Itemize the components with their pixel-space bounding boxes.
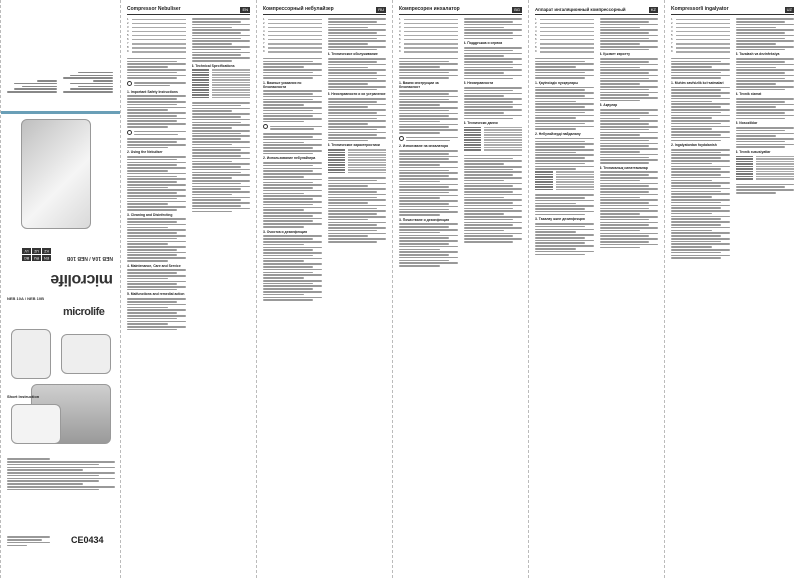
section-heading: 3. Tozalash va dezinfeksiya bbox=[735, 52, 780, 57]
ce-mark: CE0434 bbox=[71, 535, 104, 545]
section-heading: 5. Ақаулар bbox=[599, 103, 618, 108]
section-heading: 6. Technical Specifications bbox=[191, 63, 235, 68]
logo-front bbox=[63, 306, 105, 318]
lang-tag: KZ bbox=[650, 7, 656, 12]
lang-tag: RU bbox=[378, 7, 384, 12]
section-heading: 5. Неизправности bbox=[463, 81, 494, 86]
section-heading: 4. Техническое обслуживание bbox=[327, 52, 378, 57]
column-bg: Компресорен инхалатор BG 1 2 3 4 5 6 7 8 9 1. Важни инструкции за безопасност 2. Използване на инхалатора 3. Почистване и дезинфекция 4. Поддръжка и сервиз 5. Неизправности 6. Технически данни bbox=[392, 0, 528, 578]
column-ru: Компрессорный небулайзер RU 1 2 3 4 5 6 7 8 9 1. Важные указания по безопасности 2. Использование небулайзера 3. Очистка и дезинфекция 4. Техническое обслуживание 5. Неисправности и их устранение 6. Технические характеристики bbox=[256, 0, 392, 578]
nebuliser-photo bbox=[21, 119, 91, 229]
cover-column bbox=[0, 0, 120, 578]
section-heading: 5. Неисправности и их устранение bbox=[327, 92, 386, 97]
mask-drawing bbox=[61, 334, 111, 374]
section-heading: 1. Important Safety Instructions bbox=[127, 89, 178, 94]
section-heading: 1. Қауіпсіздік нұсқаулары bbox=[535, 80, 579, 85]
lang-tag: UZ bbox=[786, 7, 792, 12]
section-heading: 6. Технически данни bbox=[463, 121, 498, 126]
model-label-front: NEB 10A / NEB 10B bbox=[7, 296, 44, 301]
section-heading: 3. Почистване и дезинфекция bbox=[399, 217, 450, 222]
column-title: Компресорен инхалатор bbox=[399, 6, 460, 13]
section-heading: 5. Nosozliklar bbox=[735, 121, 758, 126]
column-uz: Kompressorli ingalyator UZ 1 2 3 4 5 6 7 8 9 1. Muhim xavfsizlik ko'rsatmalari 2. Ingalyatordan foydalanish 3. Tozalash va dezinfeksiya 4. Texnik xizmat 5. Nosozliklar 6. Texnik xususiyatlar bbox=[664, 0, 800, 578]
section-heading: 3. Тазалау және дезинфекция bbox=[535, 217, 585, 222]
front-cover bbox=[1, 289, 120, 578]
column-kz: Аппарат ингаляционный компрессорный KZ 1 2 3 4 5 6 7 8 9 1. Қауіпсіздік нұсқаулары 2. Небулайзерді пайдалану 3. Тазалау және дезинфекция 4. Қызмет көрсету 5. Ақаулар 6. Техникалық сипаттамалар bbox=[528, 0, 664, 578]
logo-text: microlife bbox=[50, 271, 113, 288]
section-heading: 4. Поддръжка и сервиз bbox=[463, 41, 503, 46]
section-heading: 6. Техникалық сипаттамалар bbox=[599, 165, 648, 170]
column-header bbox=[399, 6, 522, 15]
lang-badge: RU bbox=[33, 256, 40, 260]
back-cover bbox=[1, 0, 120, 289]
column-header bbox=[127, 6, 250, 15]
lang-badge: EN bbox=[42, 255, 51, 261]
column-header bbox=[671, 6, 794, 15]
usage-drawing bbox=[11, 404, 61, 444]
model-rotated bbox=[67, 255, 113, 259]
section-heading: 3. Cleaning and Disinfecting bbox=[127, 212, 173, 217]
lang-tag: BG bbox=[514, 7, 520, 12]
section-heading: 2. Небулайзерді пайдалану bbox=[535, 132, 581, 136]
info-icon bbox=[127, 81, 132, 86]
column-title: Compressor Nebuliser bbox=[127, 6, 181, 13]
section-heading: 1. Важни инструкции за безопасност bbox=[399, 80, 439, 89]
section-heading: 2. Ingalyatordan foydalanish bbox=[671, 143, 717, 148]
section-heading: 4. Texnik xizmat bbox=[735, 92, 762, 97]
warning-icon bbox=[127, 130, 132, 135]
lang-badge: UZ bbox=[32, 248, 41, 254]
column-title: Компрессорный небулайзер bbox=[263, 6, 334, 13]
section-heading: 1. Важные указания по безопасности bbox=[263, 80, 302, 89]
lang-badge: BG bbox=[23, 256, 30, 260]
column-header bbox=[263, 6, 386, 15]
section-heading: 2. Использование небулайзера bbox=[263, 156, 316, 161]
section-heading: 4. Қызмет көрсету bbox=[599, 52, 630, 57]
section-heading: 1. Muhim xavfsizlik ko'rsatmalari bbox=[671, 80, 724, 85]
model-label: NEB 10A / NEB 10B bbox=[66, 255, 113, 261]
address-block-2 bbox=[7, 79, 57, 94]
section-heading: 6. Texnik xususiyatlar bbox=[735, 150, 771, 155]
warning-icon bbox=[399, 136, 404, 141]
short-instruction-title: Short Instruction bbox=[7, 394, 40, 399]
section-heading: 6. Технические характеристики bbox=[327, 143, 380, 148]
address-block bbox=[63, 71, 113, 94]
column-title: Kompressorli ingalyator bbox=[671, 6, 729, 13]
model-front bbox=[7, 297, 44, 302]
section-heading: 4. Maintenance, Care and Service bbox=[127, 263, 181, 268]
decor-stripe bbox=[1, 111, 120, 114]
lang-badge: KZ bbox=[42, 248, 51, 254]
logo-rotated bbox=[50, 271, 113, 288]
warning-icon bbox=[263, 124, 268, 129]
section-heading: 2. Using the Nebuliser bbox=[127, 150, 163, 155]
section-heading: 2. Използване на инхалатора bbox=[399, 144, 449, 149]
accessory-drawing bbox=[11, 329, 51, 379]
cover-text bbox=[7, 457, 115, 492]
section-heading: 3. Очистка и дезинфекция bbox=[263, 229, 308, 234]
lang-tag: EN bbox=[242, 7, 248, 12]
logo-text-front: microlife bbox=[63, 306, 105, 318]
column-header bbox=[535, 6, 658, 15]
language-grid bbox=[22, 248, 51, 261]
column-title: Аппарат ингаляционный компрессорный bbox=[535, 7, 626, 13]
column-en: Compressor Nebuliser EN 1 2 3 4 5 6 7 8 9 1. Important Safety Instructions 2. Using the Nebuliser 3. Cleaning and Disinfecting 4. Maintenance, Care and Service 5. Malfunctions and remedial action 6. Technical Specifications bbox=[120, 0, 256, 578]
footer-address bbox=[7, 535, 57, 547]
lang-badge: LV bbox=[22, 248, 31, 254]
section-heading: 5. Malfunctions and remedial action bbox=[127, 292, 185, 297]
